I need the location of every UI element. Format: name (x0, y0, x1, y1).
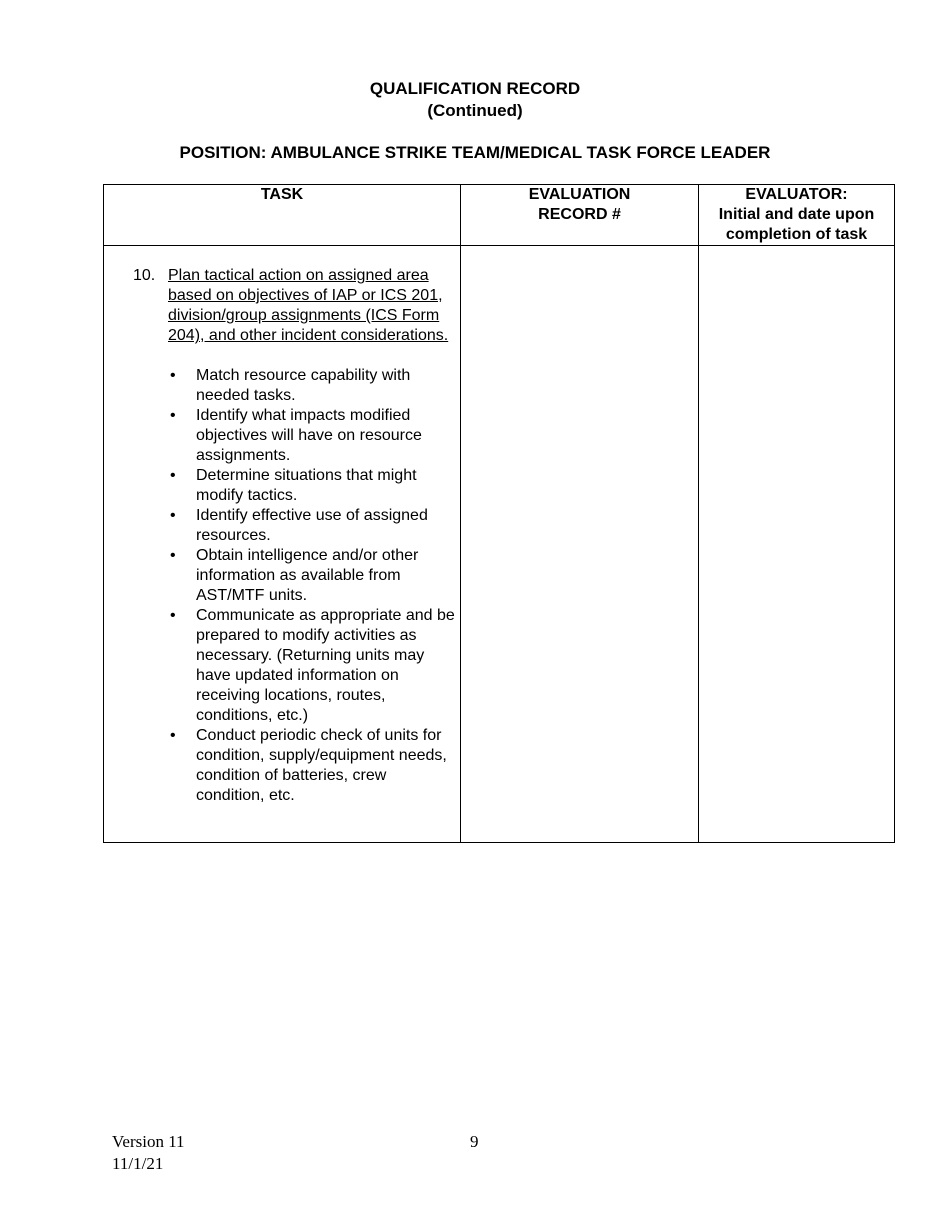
table-row (104, 246, 895, 843)
position-heading: POSITION: AMBULANCE STRIKE TEAM/MEDICAL TASK FORCE LEADER (179, 143, 771, 162)
qualification-table (103, 184, 895, 843)
bullet-icon: • (170, 607, 176, 624)
column-header-evaluator-line2: Initial and date upon (718, 206, 875, 223)
task-cell (104, 246, 461, 843)
subtask-text: Obtain intelligence and/or other information as available from AST/MTF units. (196, 547, 419, 604)
task-number: 10. (133, 267, 156, 284)
column-header-evaluator (699, 185, 895, 246)
table-header-row (104, 185, 895, 246)
list-item (170, 546, 456, 606)
task-heading: Plan tactical action on assigned area based on objectives of IAP or ICS 201, division/group assignments (ICS Form 204), and other incident considerations. (168, 267, 449, 344)
column-header-evaluation-line2: RECORD # (538, 206, 621, 223)
bullet-icon: • (170, 507, 176, 524)
column-header-evaluation-line1: EVALUATION (528, 186, 631, 203)
subtask-text: Match resource capability with needed tasks. (196, 367, 411, 404)
evaluator-cell[interactable] (699, 246, 895, 843)
task-item (104, 266, 460, 346)
column-header-evaluation-record (461, 185, 699, 246)
column-header-evaluator-line1: EVALUATOR: (745, 186, 848, 203)
subtask-text: Identify what impacts modified objectives will have on resource assignments. (196, 407, 422, 464)
bullet-icon: • (170, 407, 176, 424)
bullet-icon: • (170, 727, 176, 744)
footer-version: Version 11 (112, 1132, 185, 1151)
evaluation-record-cell[interactable] (461, 246, 699, 843)
bullet-icon: • (170, 467, 176, 484)
column-header-evaluator-line3: completion of task (725, 226, 868, 243)
bullet-icon: • (170, 367, 176, 384)
list-item (170, 606, 456, 726)
list-item (170, 466, 456, 506)
page-title: QUALIFICATION RECORD (369, 79, 581, 98)
bullet-icon: • (170, 547, 176, 564)
list-item (170, 366, 456, 406)
column-header-task-label: TASK (260, 186, 304, 203)
list-item (170, 406, 456, 466)
page-number: 9 (470, 1132, 479, 1151)
page-subtitle: (Continued) (427, 101, 523, 120)
subtask-text: Identify effective use of assigned resources. (196, 507, 428, 544)
subtask-text: Communicate as appropriate and be prepared to modify activities as necessary. (Returning units may have updated information on receiving locations, routes, conditions, etc.) (196, 607, 455, 724)
footer-date: 11/1/21 (112, 1154, 164, 1173)
subtask-text: Determine situations that might modify tactics. (196, 467, 417, 504)
column-header-task (104, 185, 461, 246)
list-item (170, 506, 456, 546)
subtask-text: Conduct periodic check of units for condition, supply/equipment needs, condition of batteries, crew condition, etc. (196, 727, 447, 804)
list-item (170, 726, 456, 806)
subtask-list (104, 366, 460, 806)
